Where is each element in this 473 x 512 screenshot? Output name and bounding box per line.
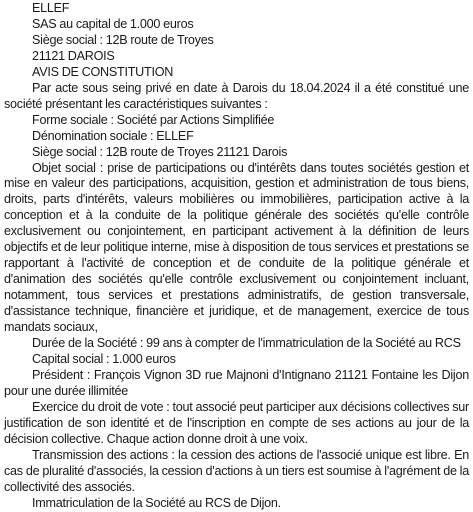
- company-city: 21121 DAROIS: [32, 48, 115, 63]
- immatriculation: Immatriculation de la Société au RCS de Dijon.: [32, 495, 281, 510]
- president: Président : François Vignon 3D rue Majnoni d'Intignano 21121 Fontaine les Dijon pour une durée illimitée: [4, 367, 469, 398]
- droit-de-vote: Exercice du droit de vote : tout associé peut participer aux décisions collectives sur justification de son identité et de l'inscription en compte de ses actions au jour de la décision collective. Chaque action donne droit à une voix.: [4, 399, 469, 446]
- denomination-sociale: Dénomination sociale : ELLEF: [32, 128, 194, 143]
- duree-societe: Durée de la Société : 99 ans à compter de l'immatriculation de la Société au RCS: [32, 336, 461, 351]
- capital-social: Capital social : 1.000 euros: [32, 351, 176, 366]
- siege-social: Siège social : 12B route de Troyes 21121 Darois: [32, 144, 288, 159]
- objet-social: Objet social : prise de participations ou d'intérêts dans toutes sociétés gestion et mise en valeur des participations, acquisition, gestion et administration de tous biens, droits, parts d'intérêts, valeurs mobilières ou immobilières, participation active à la conception et à la conduite de la politique générale des sociétés qu'elle contrôle exclusivement ou conjointement, en participant activement à la définition de leurs objectifs et de leur politique interne, mise à disposition de tous services et prestations se rapportant à l'activité de conception et de conduite de la politique générale et d'animation des sociétés qu'elle contrôle exclusivement ou conjointement incluant, notamment, tous services et prestations administratifs, de gestion transversale, d'assistance technique, financière et juridique, et de management, exercice de tous mandats sociaux,: [4, 160, 469, 335]
- notice-title: AVIS DE CONSTITUTION: [32, 64, 174, 79]
- transmission-actions: Transmission des actions : la cession des actions de l'associé unique est libre. En cas de pluralité d'associés, la cession d'actions à un tiers est soumise à l'agrément de la collectivité des associés.: [4, 447, 469, 494]
- company-address: Siège social : 12B route de Troyes: [32, 32, 214, 47]
- company-capital: SAS au capital de 1.000 euros: [32, 16, 194, 31]
- company-name: ELLEF: [32, 1, 70, 15]
- intro-paragraph: Par acte sous seing privé en date à Darois du 18.04.2024 il a été constitué une société présentant les caractéristiques suivantes :: [4, 80, 469, 111]
- forme-sociale: Forme sociale : Société par Actions Simplifiée: [32, 112, 275, 127]
